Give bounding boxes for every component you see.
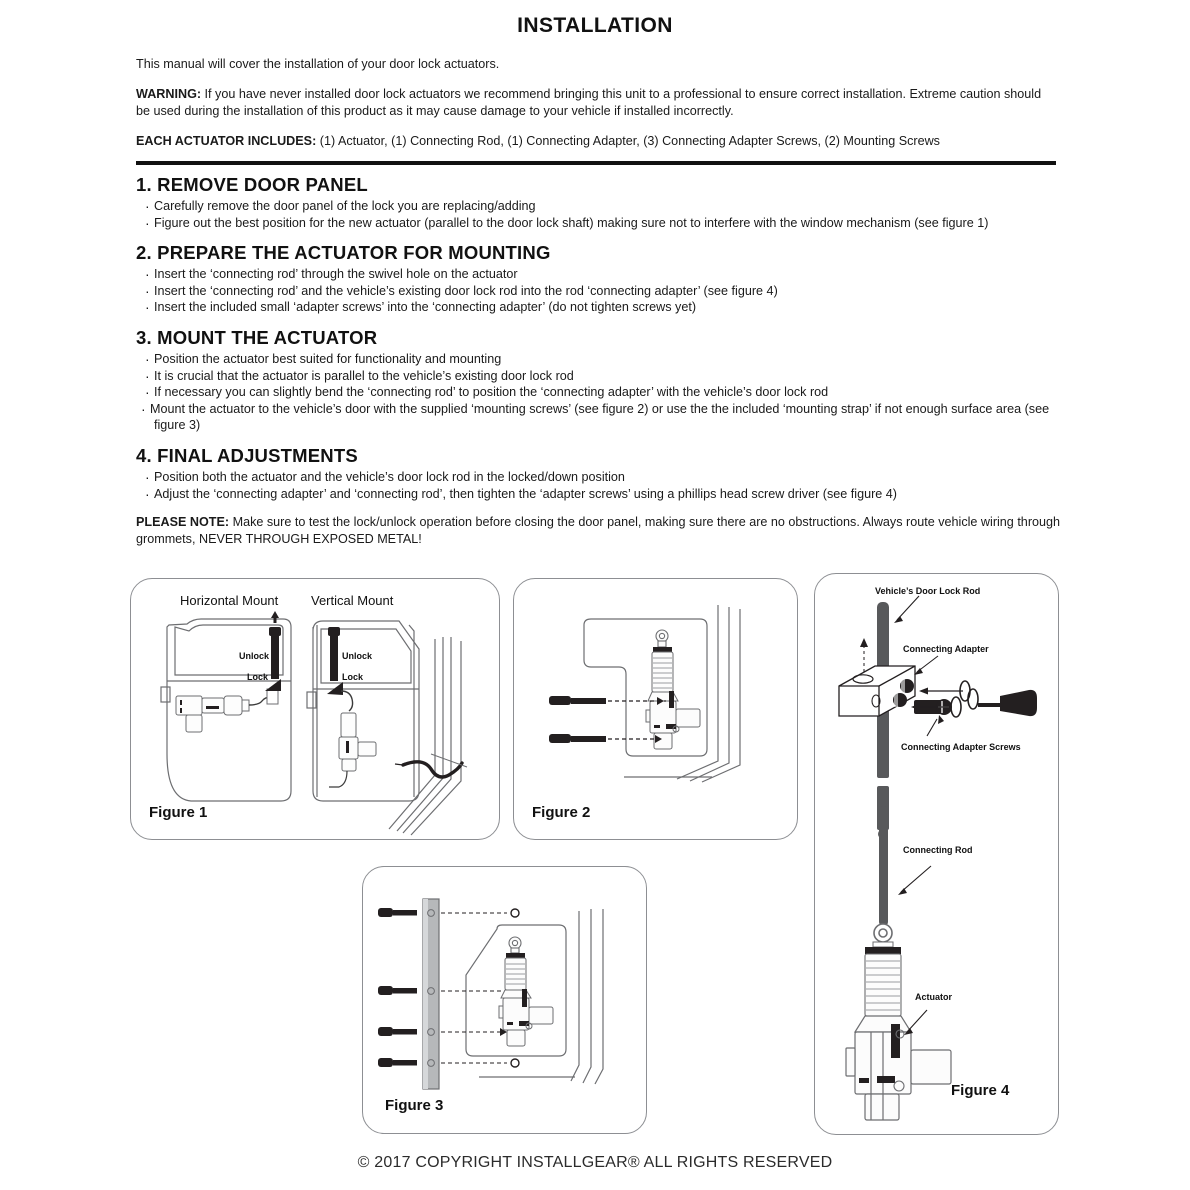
figure3-caption: Figure 3 — [385, 1097, 444, 1114]
warning-label: WARNING: — [136, 87, 202, 101]
figure4-connecting-adapter-label: Connecting Adapter — [903, 644, 989, 654]
figure4-actuator-label: Actuator — [915, 992, 953, 1002]
warning-paragraph — [136, 86, 1054, 120]
bullet-item: · It is crucial that the actuator is parallel to the vehicle’s existing door lock rod — [136, 368, 1056, 385]
bullet-item: · Position both the actuator and the vehicle’s door lock rod in the locked/down position — [136, 469, 1056, 486]
bullet-item: · Position the actuator best suited for functionality and mounting — [136, 351, 1056, 368]
figure4-caption: Figure 4 — [951, 1082, 1010, 1099]
instruction-sections — [136, 174, 1056, 513]
bullet-item: · If necessary you can slightly bend the ‘connecting rod’ to position the ‘connecting adapter’ with the vehicle’s door lock rod — [136, 384, 1056, 401]
bullet-item: · Mount the actuator to the vehicle’s door with the supplied ‘mounting screws’ (see figure 2) or use the the included ‘mounting strap’ if not enough surface area (see figure 3) — [136, 401, 1056, 434]
figure1-lock-label-left: Lock — [247, 672, 269, 682]
figure-3 — [362, 866, 647, 1134]
figure1-vertical-title: Vertical Mount — [311, 593, 394, 608]
figure4-door-lock-rod-label: Vehicle’s Door Lock Rod — [875, 586, 981, 596]
figure1-lock-label-right: Lock — [342, 672, 364, 682]
section-bullet-list — [136, 266, 1056, 316]
figure-2 — [513, 578, 798, 840]
intro-block — [136, 56, 1054, 150]
section-mount-actuator — [136, 327, 1056, 434]
bullet-item: · Insert the ‘connecting rod’ and the vehicle’s existing door lock rod into the rod ‘connecting adapter’ (see figure 4) — [136, 283, 1056, 300]
section-heading: 1. REMOVE DOOR PANEL — [136, 174, 368, 195]
figure1-unlock-label-left: Unlock — [239, 651, 270, 661]
please-note-paragraph — [136, 514, 1061, 548]
figure-1 — [130, 578, 500, 840]
figure4-connecting-rod-label: Connecting Rod — [903, 845, 973, 855]
figure3-illustration — [363, 867, 644, 1131]
bullet-item: · Carefully remove the door panel of the lock you are replacing/adding — [136, 198, 1056, 215]
section-final-adjustments — [136, 445, 1056, 502]
figure1-illustration — [131, 579, 497, 837]
figure2-screw-bottom — [549, 734, 606, 743]
section-heading: 4. FINAL ADJUSTMENTS — [136, 445, 358, 467]
bullet-item: · Insert the ‘connecting rod’ through the swivel hole on the actuator — [136, 266, 1056, 283]
figure1-horizontal-title: Horizontal Mount — [180, 593, 279, 608]
page-title: INSTALLATION — [517, 14, 673, 37]
figure4-adapter-screws-label: Connecting Adapter Screws — [901, 742, 1021, 752]
figure1-caption: Figure 1 — [149, 804, 208, 821]
figure2-caption: Figure 2 — [532, 804, 591, 821]
section-bullet-list — [136, 469, 1056, 502]
figure2-screw-top — [549, 696, 606, 705]
bullet-item: · Adjust the ‘connecting adapter’ and ‘connecting rod’, then tighten the ‘adapter screws’ using a phillips head screw driver (see figure 4) — [136, 486, 1056, 503]
includes-label: EACH ACTUATOR INCLUDES: — [136, 134, 317, 148]
includes-paragraph — [136, 133, 1054, 150]
section-prepare-actuator — [136, 242, 1056, 316]
section-heading: 2. PREPARE THE ACTUATOR FOR MOUNTING — [136, 242, 551, 264]
bullet-item: · Figure out the best position for the new actuator (parallel to the door lock shaft) making sure not to interfere with the window mechanism (see figure 1) — [136, 215, 1056, 232]
figure-4 — [814, 573, 1059, 1135]
includes-text: (1) Actuator, (1) Connecting Rod, (1) Connecting Adapter, (3) Connecting Adapter Screws, (2) Mounting Screws — [316, 134, 940, 148]
section-remove-door-panel — [136, 174, 1056, 231]
header-divider — [136, 161, 1056, 165]
bullet-item: · Insert the included small ‘adapter screws’ into the ‘connecting adapter’ (do not tighten screws yet) — [136, 299, 1056, 316]
figure1-unlock-label-right: Unlock — [342, 651, 373, 661]
intro-paragraph: This manual will cover the installation of your door lock actuators. — [136, 57, 500, 71]
section-bullet-list — [136, 351, 1056, 434]
warning-text: If you have never installed door lock actuators we recommend bringing this unit to a professional to ensure correct installation. Extreme caution should be used during the installation of this product as it may cause damage to your vehicle if installed incorrectly. — [136, 87, 1042, 118]
section-heading: 3. MOUNT THE ACTUATOR — [136, 327, 378, 349]
please-note-text: Make sure to test the lock/unlock operation before closing the door panel, making sure there are no obstructions. Always route vehicle wiring through grommets, NEVER THROUGH EXPOSED METAL! — [136, 515, 1061, 546]
copyright-footer: © 2017 COPYRIGHT INSTALLGEAR® ALL RIGHTS RESERVED — [357, 1154, 833, 1171]
please-note-label: PLEASE NOTE: — [136, 515, 230, 529]
figure2-illustration — [514, 579, 795, 837]
section-bullet-list — [136, 198, 1056, 231]
